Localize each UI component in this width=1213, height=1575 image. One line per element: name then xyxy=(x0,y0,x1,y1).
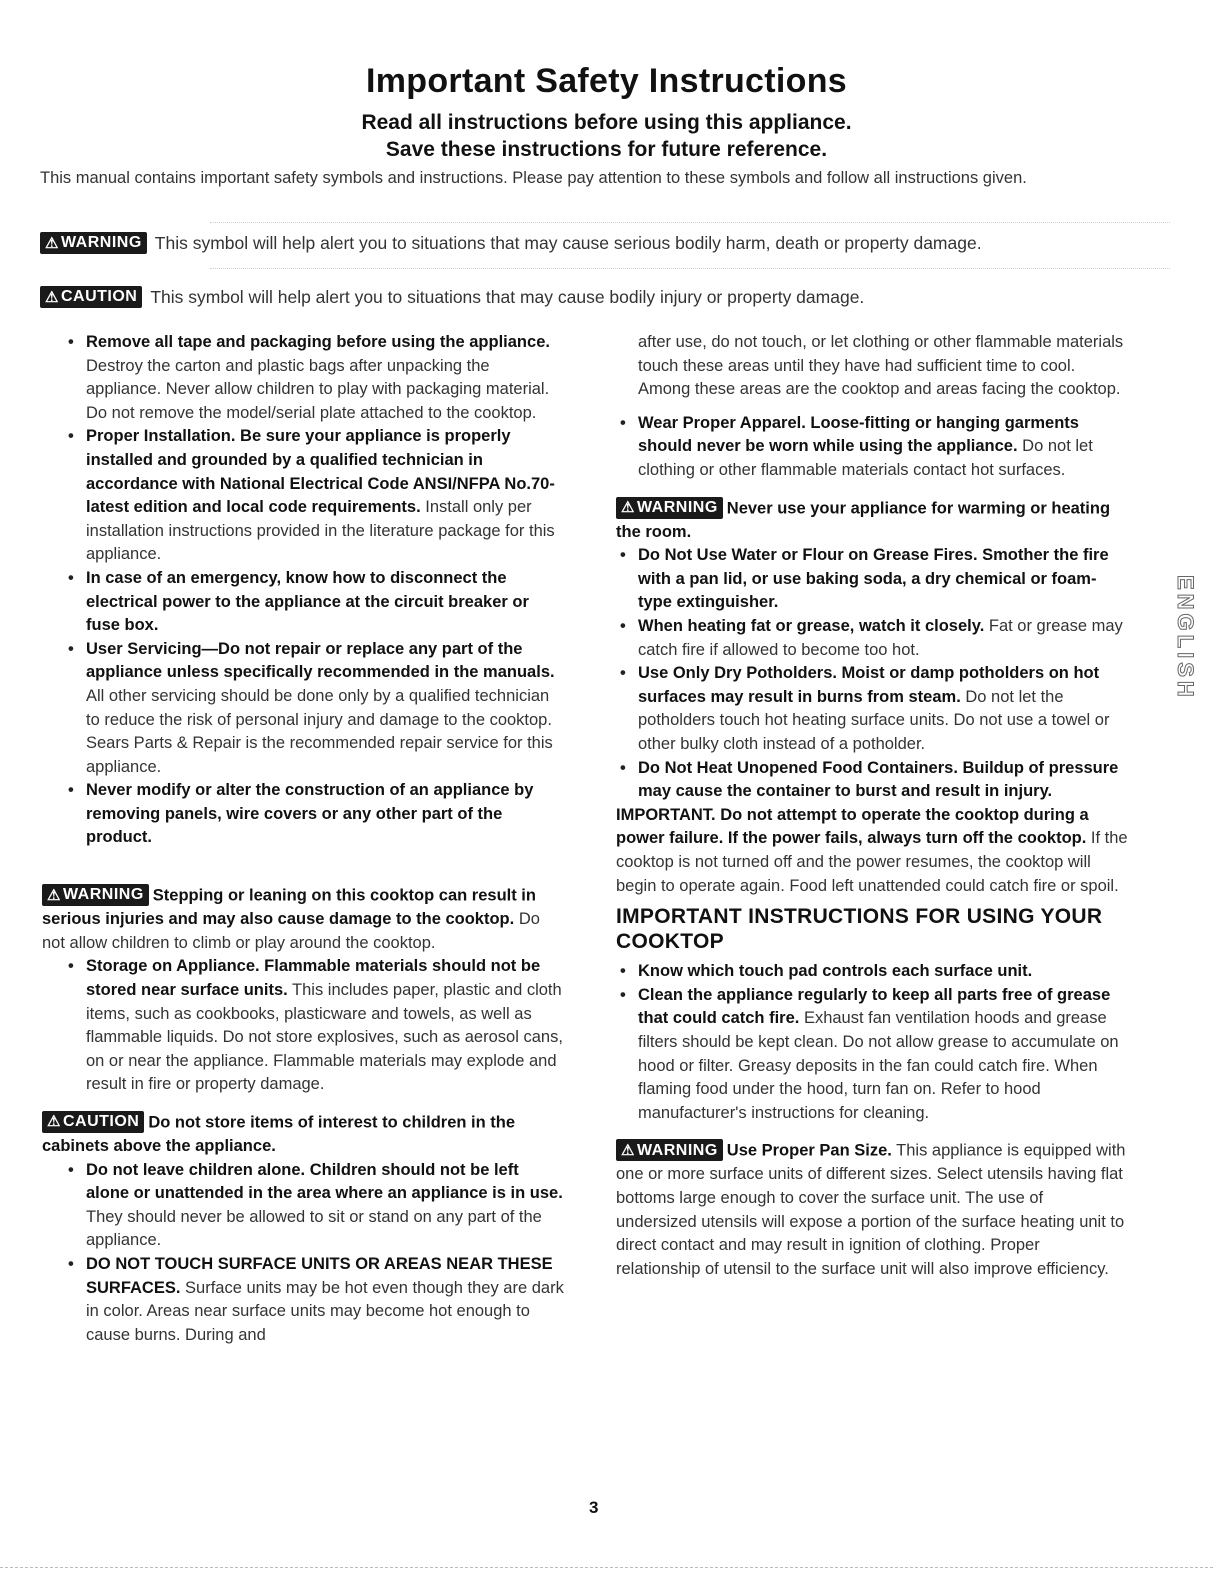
warning-triangle-icon: ⚠ xyxy=(45,288,59,306)
list-item xyxy=(616,412,1128,483)
list-item xyxy=(616,544,1128,615)
warning-triangle-icon: ⚠ xyxy=(621,499,635,517)
item-bold: Never use your appliance for warming or heating the room. xyxy=(616,499,1111,541)
caution-badge xyxy=(40,286,142,308)
page-bottom-edge xyxy=(0,1567,1213,1569)
right-column xyxy=(616,331,1128,1281)
subtitle-save-instructions: Save these instructions for future reference. xyxy=(385,138,828,161)
list-item xyxy=(616,757,1128,804)
warning-paragraph xyxy=(42,884,564,955)
item-text: Do not let the potholders touch hot heating surface units. Do not use a towel or other bulky cloth instead of a potholder. xyxy=(638,687,1110,753)
list-item xyxy=(64,1159,564,1253)
warning-badge xyxy=(616,1139,723,1161)
item-bold: Clean the appliance regularly to keep all parts free of grease that could catch fire. xyxy=(638,985,1111,1028)
caution-badge xyxy=(42,1111,144,1133)
item-bold: Do Not Use Water or Flour on Grease Fires. Smother the fire with a pan lid, or use baking soda, a dry chemical or foam-type extinguisher. xyxy=(638,546,1109,612)
warning-badge-label: WARNING xyxy=(62,886,144,904)
item-bold: Never modify or alter the construction of an appliance by removing panels, wire covers or any other part of the product. xyxy=(86,781,534,847)
warning-badge xyxy=(42,884,149,906)
warning-paragraph xyxy=(616,497,1128,545)
warning-symbol-row xyxy=(40,232,1170,254)
list-item xyxy=(616,615,1128,662)
warning-badge xyxy=(40,232,147,254)
caution-symbol-text: This symbol will help alert you to situations that may cause bodily injury or property damage. xyxy=(150,286,865,307)
item-text: This includes paper, plastic and cloth items, such as cookbooks, plasticware and towels, as well as flammable liquids. Do not store explosives, such as aerosol cans, on or near the appliance. Flammable materials may explode and result in fire or property damage. xyxy=(86,980,563,1094)
item-text: This appliance is equipped with one or more surface units of different sizes. Select utensils having flat bottoms large enough to cover the surface unit. The use of undersized utensils will expose a portion of the surface heating unit to direct contact and may result in ignition of clothing. Proper relationship of utensil to the surface unit will also improve efficiency. xyxy=(616,1141,1126,1278)
item-bold: Use Proper Pan Size. xyxy=(726,1141,892,1160)
list-item xyxy=(64,425,564,567)
warning-triangle-icon: ⚠ xyxy=(621,1141,635,1159)
list-item xyxy=(64,955,564,1097)
item-text: They should never be allowed to sit or stand on any part of the appliance. xyxy=(86,1207,542,1250)
section-heading: IMPORTANT INSTRUCTIONS FOR USING YOUR COOKTOP xyxy=(616,905,1103,954)
list-item xyxy=(616,662,1128,756)
list-item xyxy=(64,779,564,850)
item-bold: IMPORTANT. Do not attempt to operate the cooktop during a power failure. If the power fails, always turn off the cooktop. xyxy=(616,805,1089,848)
important-paragraph xyxy=(616,804,1128,898)
item-text: Install only per installation instructions provided in the literature package for this appliance. xyxy=(86,498,555,564)
item-text: Fat or grease may catch fire if allowed to become too hot. xyxy=(638,617,1123,659)
item-text: Surface units may be hot even though they are dark in color. Areas near surface units may become hot enough to cause burns. During and xyxy=(86,1278,564,1344)
item-bold: DO NOT TOUCH SURFACE UNITS OR AREAS NEAR THESE SURFACES. xyxy=(86,1254,553,1297)
list-item xyxy=(64,1253,564,1347)
divider xyxy=(210,268,1170,270)
list-item xyxy=(616,984,1128,1126)
item-bold: Do Not Heat Unopened Food Containers. Buildup of pressure may cause the container to burst and result in injury. xyxy=(638,758,1119,801)
warning-triangle-icon: ⚠ xyxy=(45,234,59,252)
warning-triangle-icon: ⚠ xyxy=(47,1113,61,1131)
list-item xyxy=(64,331,564,425)
item-text: Destroy the carton and plastic bags after unpacking the appliance. Never allow children to play with packaging material. Do not remove the model/serial plate attached to the cooktop. xyxy=(86,356,550,422)
warning-symbol-text: This symbol will help alert you to situations that may cause serious bodily harm, death or property damage. xyxy=(154,232,982,253)
item-text: All other servicing should be done only by a qualified technician to reduce the risk of personal injury and damage to the cooktop. Sears Parts & Repair is the recommended repair service for this appliance. xyxy=(86,686,553,776)
caution-badge-label: CAUTION xyxy=(62,1113,140,1131)
language-side-tab: ENGLISH xyxy=(1173,575,1198,701)
item-bold: Use Only Dry Potholders. Moist or damp potholders on hot surfaces may result in burns from steam. xyxy=(638,664,1100,706)
item-bold: Proper Installation. Be sure your appliance is properly installed and grounded by a qualified technician in accordance with National Electrical Code ANSI/NFPA No.70-latest edition and local code requirements. xyxy=(86,427,555,517)
list-item xyxy=(616,960,1128,984)
item-text: Do not allow children to climb or play around the cooktop. xyxy=(42,910,540,952)
warning-triangle-icon: ⚠ xyxy=(47,886,61,904)
item-bold: Storage on Appliance. Flammable materials should not be stored near surface units. xyxy=(86,957,541,999)
item-bold: In case of an emergency, know how to disconnect the electrical power to the appliance at the circuit breaker or fuse box. xyxy=(86,568,529,635)
warning-badge-label: WARNING xyxy=(60,234,142,251)
left-column xyxy=(42,331,564,1347)
page-title: Important Safety Instructions xyxy=(366,62,847,100)
intro-paragraph: This manual contains important safety symbols and instructions. Please pay attention to these symbols and follow all instructions given. xyxy=(40,169,1027,187)
caution-badge-label: CAUTION xyxy=(60,288,138,305)
warning-badge xyxy=(616,497,723,519)
warning-paragraph xyxy=(616,1139,1128,1281)
warning-badge-label: WARNING xyxy=(636,498,718,516)
list-item xyxy=(64,567,564,638)
divider xyxy=(210,222,1170,224)
subtitle-read-instructions: Read all instructions before using this appliance. xyxy=(361,111,852,134)
item-bold: Do not store items of interest to children in the cabinets above the appliance. xyxy=(42,1113,516,1155)
page-number: 3 xyxy=(589,1498,599,1517)
list-item xyxy=(64,638,564,780)
caution-symbol-row xyxy=(40,286,1170,308)
item-bold: Wear Proper Apparel. Loose-fitting or hanging garments should never be worn while using the appliance. xyxy=(638,413,1079,456)
item-text: Do not let clothing or other flammable materials contact hot surfaces. xyxy=(638,437,1093,479)
item-bold: When heating fat or grease, watch it closely. xyxy=(638,617,985,636)
item-bold: Remove all tape and packaging before using the appliance. xyxy=(86,333,550,351)
item-bold: Know which touch pad controls each surface unit. xyxy=(638,962,1033,981)
continued-paragraph: after use, do not touch, or let clothing or other flammable materials touch these areas until they have had sufficient time to cool. Among these areas are the cooktop and areas facing the cooktop. xyxy=(638,333,1124,399)
item-text: Exhaust fan ventilation hoods and grease filters should be kept clean. Do not allow grease to accumulate on hood or filter. Greasy deposits in the fan could catch fire. When flaming food under the hood, turn fan on. Refer to hood manufacturer's instructions for cleaning. xyxy=(638,1009,1119,1122)
item-bold: User Servicing—Do not repair or replace any part of the appliance unless specifically recommended in the manuals. xyxy=(86,639,555,682)
caution-paragraph xyxy=(42,1111,564,1159)
item-bold: Do not leave children alone. Children should not be left alone or unattended in the area where an appliance is in use. xyxy=(86,1160,563,1203)
item-text: If the cooktop is not turned off and the power resumes, the cooktop will begin to operate again. Food left unattended could catch fire or spoil. xyxy=(616,829,1128,895)
warning-badge-label: WARNING xyxy=(636,1141,718,1159)
item-bold: Stepping or leaning on this cooktop can result in serious injuries and may also cause damage to the cooktop. xyxy=(42,886,536,929)
